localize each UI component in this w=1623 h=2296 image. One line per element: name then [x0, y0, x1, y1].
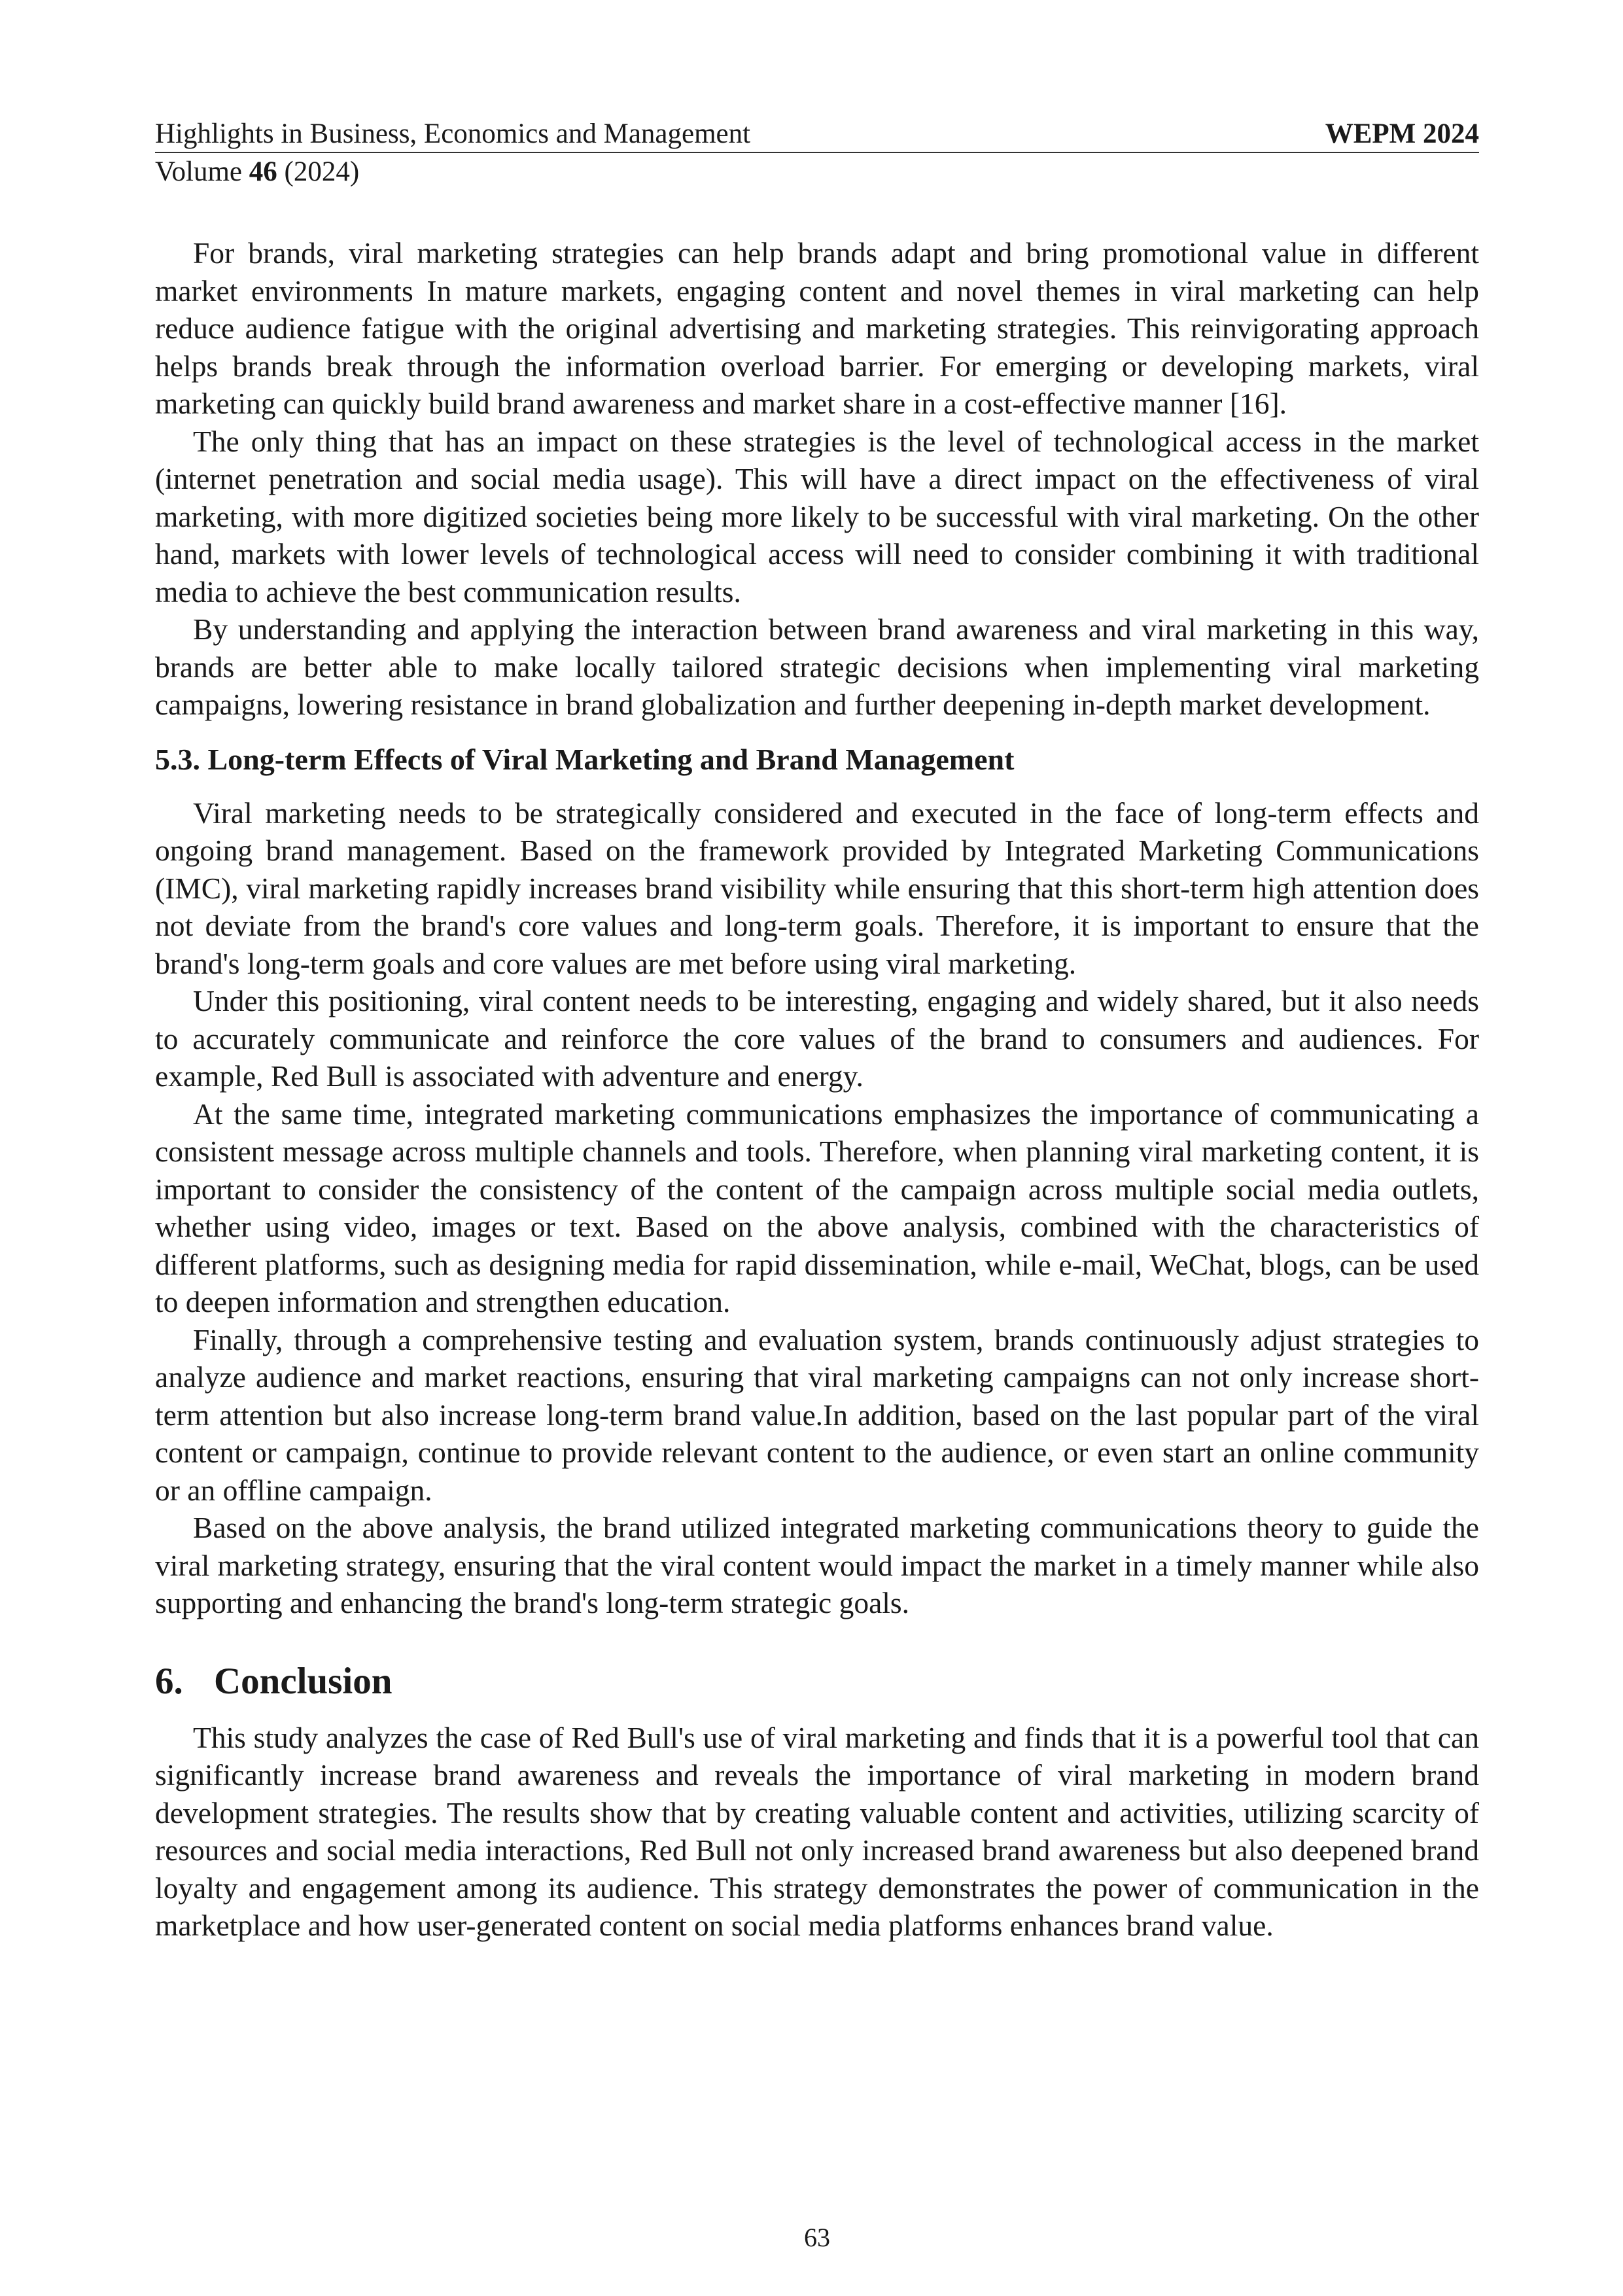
- section-heading: [155, 1659, 1479, 1704]
- volume-year: (2024): [284, 156, 360, 187]
- volume-line: [155, 154, 359, 190]
- paragraph: Under this positioning, viral content needs to be interesting, engaging and widely shared, but it also needs to accurately communicate and reinforce the core values of the brand to consumers and audiences. For example, Red Bull is associated with adventure and energy.: [155, 984, 1479, 1093]
- paragraph: Based on the above analysis, the brand utilized integrated marketing communications theory to guide the viral marketing strategy, ensuring that the viral content would impact the market in a timely manner while also supporting and enhancing the brand's long-term strategic goals.: [155, 1511, 1479, 1619]
- volume-label: Volume: [155, 156, 242, 187]
- paragraph: At the same time, integrated marketing communications emphasizes the importance of communicating a consistent message across multiple channels and tools. Therefore, when planning viral marketing content, it is important to consider the consistency of the content of the campaign across multiple social media outlets, whether using video, images or text. Based on the above analysis, combined with the characteristics of different platforms, such as designing media for rapid dissemination, while e-mail, WeChat, blogs, can be used to deepen information and strengthen education.: [155, 1097, 1479, 1318]
- article-body: [155, 234, 1479, 1945]
- conference-name: WEPM 2024: [1325, 118, 1479, 149]
- subsection-heading: 5.3. Long-term Effects of Viral Marketing and Brand Management: [155, 742, 1015, 776]
- paragraph: Viral marketing needs to be strategically considered and executed in the face of long-term effects and ongoing brand management. Based on the framework provided by Integrated Marketing Communications (IMC), viral marketing rapidly increases brand visibility while ensuring that this short-term high attention does not deviate from the brand's core values and long-term goals. Therefore, it is important to ensure that the brand's long-term goals and core values are met before using viral marketing.: [155, 796, 1479, 980]
- paragraph: By understanding and applying the interaction between brand awareness and viral marketing in this way, brands are better able to make locally tailored strategic decisions when implementing viral marketing campaigns, lowering resistance in brand globalization and further deepening in-depth market development.: [155, 612, 1479, 721]
- paragraph: Finally, through a comprehensive testing and evaluation system, brands continuously adjust strategies to analyze audience and market reactions, ensuring that viral marketing campaigns can not only increase short-term attention but also increase long-term brand value.In addition, based on the last popular part of the viral content or campaign, continue to provide relevant content to the audience, or even start an online community or an offline campaign.: [155, 1322, 1479, 1507]
- paragraph: This study analyzes the case of Red Bull's use of viral marketing and finds that it is a powerful tool that can significantly increase brand awareness and reveals the importance of viral marketing in modern brand development strategies. The results show that by creating valuable content and activities, utilizing scarcity of resources and social media interactions, Red Bull not only increased brand awareness but also deepened brand loyalty and engagement among its audience. This strategy demonstrates the power of communication in the marketplace and how user-generated content on social media platforms enhances brand value.: [155, 1720, 1479, 1942]
- page-number: 63: [804, 2223, 830, 2252]
- section-number: 6.: [155, 1660, 183, 1702]
- volume-number: 46: [249, 156, 277, 187]
- running-header: [155, 116, 1479, 153]
- paragraph: For brands, viral marketing strategies can help brands adapt and bring promotional value in different market environments In mature markets, engaging content and novel themes in viral marketing can help reduce audience fatigue with the original advertising and marketing strategies. This reinvigorating approach helps brands break through the information overload barrier. For emerging or developing markets, viral marketing can quickly build brand awareness and market share in a cost-effective manner [16].: [155, 236, 1479, 420]
- section-title: Conclusion: [214, 1660, 393, 1702]
- journal-title: Highlights in Business, Economics and Management: [155, 118, 751, 149]
- paragraph: The only thing that has an impact on these strategies is the level of technological access in the market (internet penetration and social media usage). This will have a direct impact on the effectiveness of viral marketing, with more digitized societies being more likely to be successful with viral marketing. On the other hand, markets with lower levels of technological access will need to consider combining it with traditional media to achieve the best communication results.: [155, 424, 1479, 609]
